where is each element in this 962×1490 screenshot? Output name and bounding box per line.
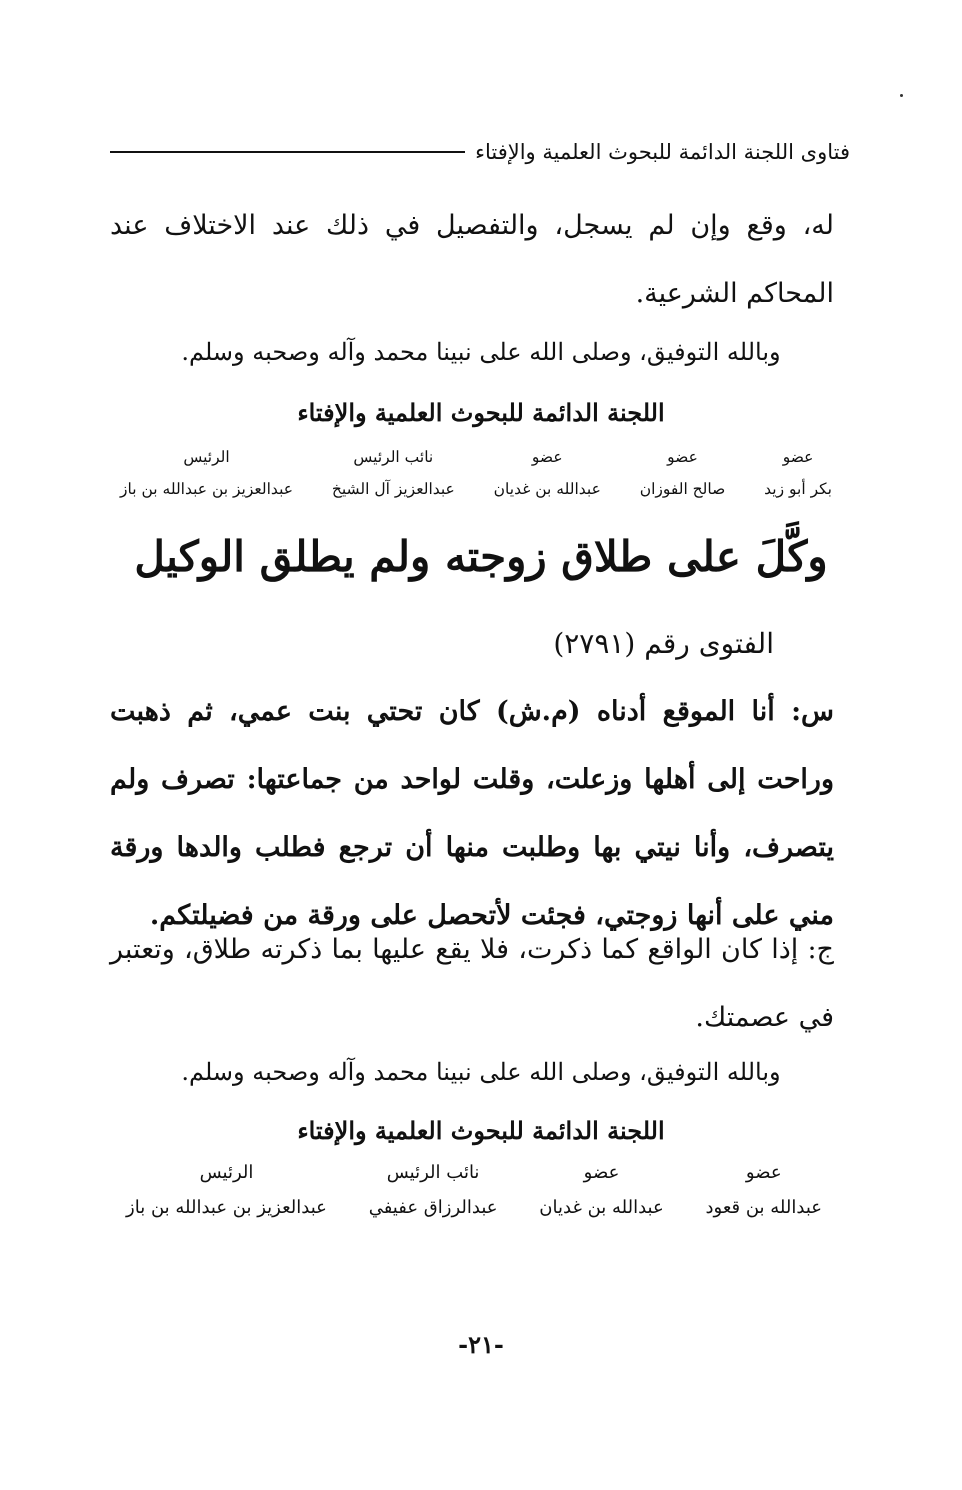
signatories-row-1 bbox=[120, 448, 832, 498]
signatory bbox=[332, 448, 455, 498]
answer-paragraph: ج: إذا كان الواقع كما ذكرت، فلا يقع عليها بما ذكرته طلاق، وتعتبر في عصمتك. bbox=[110, 934, 834, 1033]
signatory-name: عبدالرزاق عفيفي bbox=[368, 1197, 498, 1218]
signatory-name: عبدالله بن قعود bbox=[705, 1197, 822, 1218]
signatory-name: صالح الفوزان bbox=[639, 480, 726, 498]
signatory-role: عضو bbox=[583, 1162, 620, 1183]
committee-name-1: اللجنة الدائمة للبحوث العلمية والإفتاء bbox=[297, 398, 665, 427]
page-number: -٢١- bbox=[458, 1330, 504, 1359]
question-paragraph: س: أنا الموقع أدناه (م.ش) كان تحتي بنت عمي، ثم ذهبت وراحت إلى أهلها وزعلت، وقلت لواحد من جماعتها: تصرف ولم يتصرف، وأنا نيتي بها وطلبت منها أن ترجع فطلب والدها ورقة مني على أنها زوجتي، فجئت لأتحصل على ورقة من فضيلتكم. bbox=[110, 696, 834, 931]
signatory bbox=[764, 448, 832, 498]
signatories-row-2 bbox=[126, 1162, 822, 1218]
signatory-role: نائب الرئيس bbox=[386, 1162, 480, 1183]
committee-name-2: اللجنة الدائمة للبحوث العلمية والإفتاء bbox=[297, 1116, 665, 1145]
signatory bbox=[494, 448, 601, 498]
intro-paragraph: له، وقع وإن لم يسجل، والتفصيل في ذلك عند الاختلاف عند المحاكم الشرعية. bbox=[110, 210, 834, 309]
header-title: فتاوى اللجنة الدائمة للبحوث العلمية والإفتاء bbox=[475, 140, 850, 164]
signatory-name: عبدالعزيز آل الشيخ bbox=[331, 480, 455, 498]
signatory-role: نائب الرئيس bbox=[353, 448, 434, 466]
scan-speck bbox=[900, 94, 903, 97]
fatwa-title: وكَّلَ على طلاق زوجته ولم يطلق الوكيل bbox=[134, 532, 828, 581]
closing-line-2: وبالله التوفيق، وصلى الله على نبينا محمد وآله وصحبه وسلم. bbox=[181, 1058, 781, 1086]
signatory-name: عبدالله بن غديان bbox=[539, 1197, 664, 1218]
signatory-name: عبدالله بن غديان bbox=[493, 480, 601, 498]
fatwa-number: الفتوى رقم (٢٧٩١) bbox=[553, 627, 774, 660]
signatory-name: بكر أبو زيد bbox=[764, 480, 832, 498]
signatory bbox=[640, 448, 726, 498]
closing-line-1: وبالله التوفيق، وصلى الله على نبينا محمد وآله وصحبه وسلم. bbox=[181, 338, 781, 366]
signatory-role: عضو bbox=[782, 448, 814, 466]
signatory bbox=[706, 1162, 822, 1218]
signatory-role: عضو bbox=[667, 448, 698, 466]
signatory-role: عضو bbox=[531, 448, 563, 466]
signatory bbox=[126, 1162, 327, 1218]
signatory bbox=[369, 1162, 498, 1218]
signatory-role: عضو bbox=[745, 1162, 782, 1183]
signatory-role: الرئيس bbox=[199, 1162, 254, 1183]
running-header bbox=[110, 140, 850, 164]
signatory-name: عبدالعزيز بن عبدالله بن باز bbox=[120, 480, 293, 498]
signatory-role: الرئيس bbox=[183, 448, 230, 466]
signatory bbox=[539, 1162, 663, 1218]
header-rule bbox=[110, 151, 465, 153]
signatory-name: عبدالعزيز بن عبدالله بن باز bbox=[126, 1197, 327, 1218]
signatory bbox=[120, 448, 293, 498]
